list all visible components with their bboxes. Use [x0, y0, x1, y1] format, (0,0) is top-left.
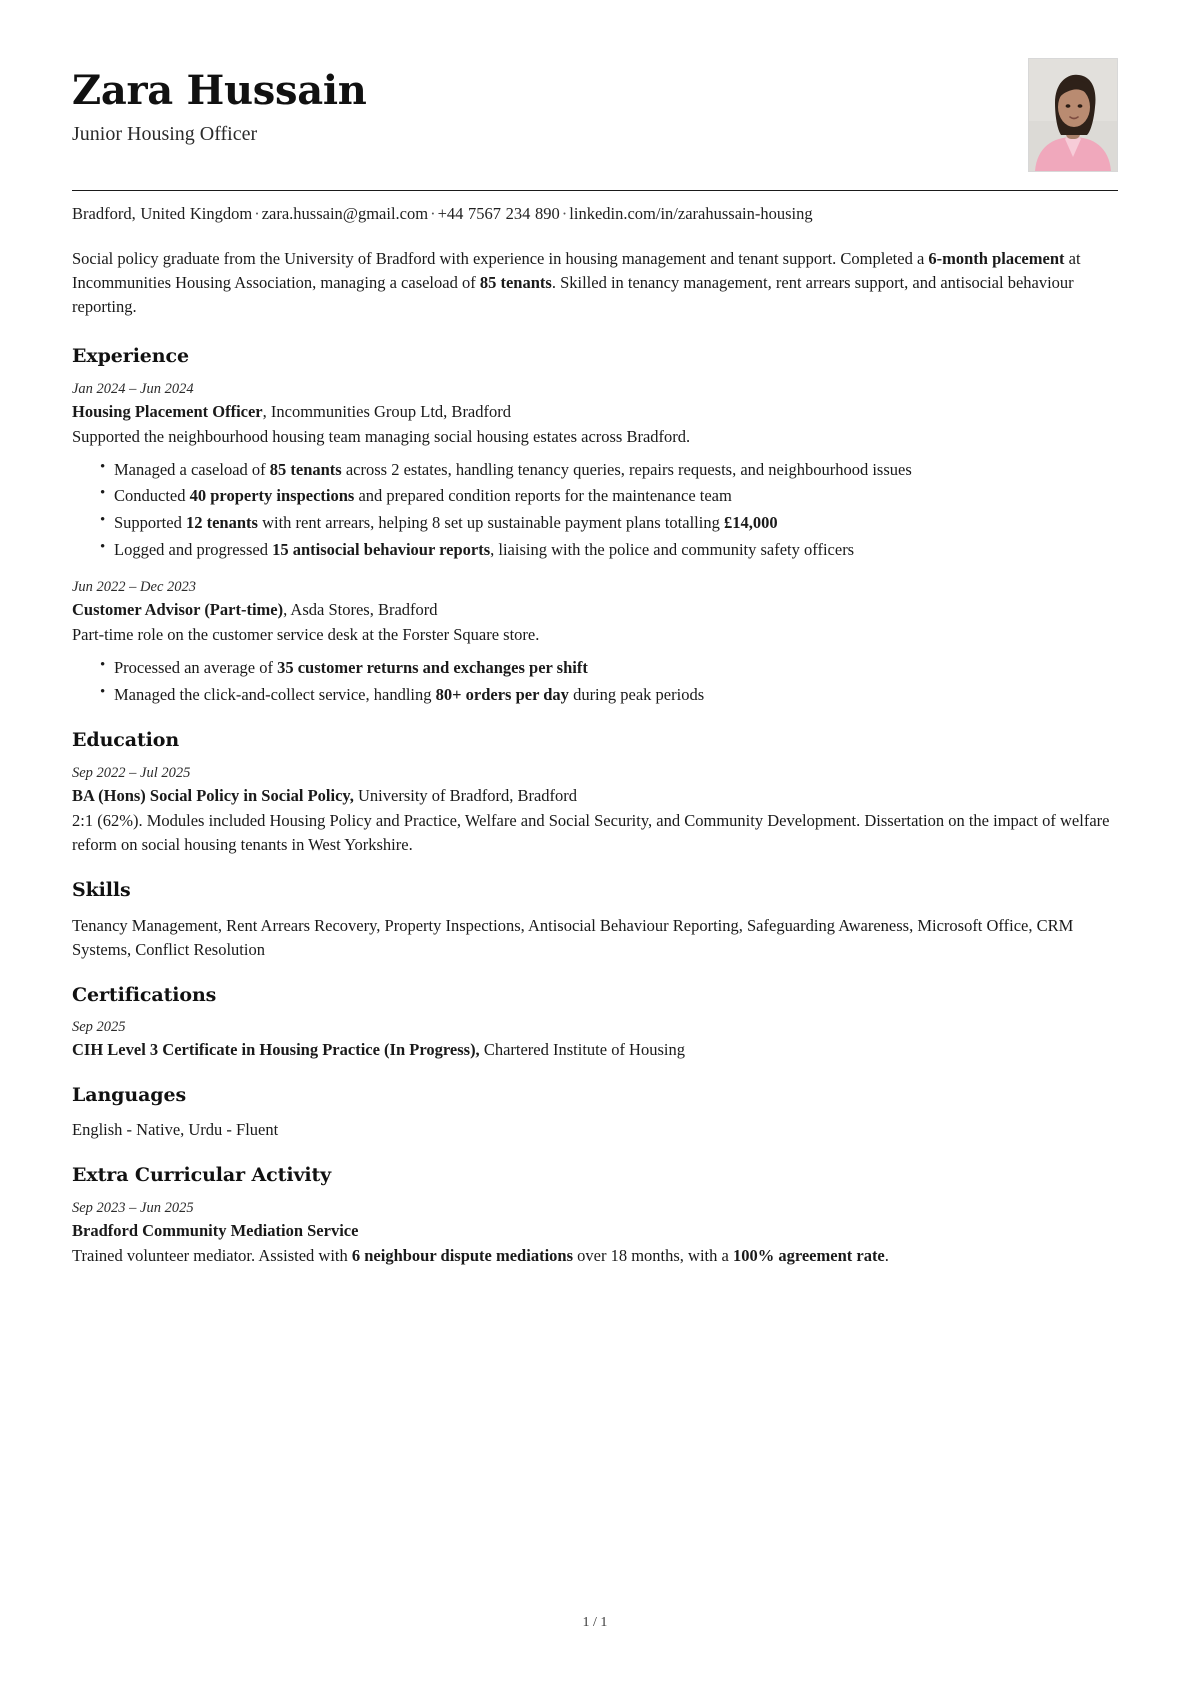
activity-highlight: 100% agreement rate [732, 1246, 885, 1266]
activity-text: Trained volunteer mediator. Assisted with [72, 1246, 352, 1266]
entry-heading [72, 785, 1118, 807]
activity-name: Bradford Community Mediation Service [72, 1220, 359, 1240]
bullet-highlight: 35 customer returns and exchanges per shift [277, 658, 588, 678]
entry-org: , Asda Stores, Bradford [283, 599, 438, 619]
contact-separator: · [254, 204, 260, 223]
list-item [100, 682, 1118, 708]
bullet-text: and prepared condition reports for the maintenance team [354, 486, 732, 506]
bullet-text: during peak periods [568, 684, 705, 704]
list-item [100, 483, 1118, 509]
contact-location: Bradford, United Kingdom [72, 204, 253, 223]
bullet-highlight: 85 tenants [269, 459, 342, 479]
entry-bullet-list [72, 655, 1118, 707]
bullet-highlight: 12 tenants [185, 512, 258, 532]
header-text-block [72, 58, 367, 146]
summary-text: at Incommunities Housing Association, managing a caseload of [72, 249, 1081, 293]
entry-org: , Incommunities Group Ltd, Bradford [262, 401, 511, 421]
entry-date: Jun 2022 – Dec 2023 [72, 579, 197, 596]
contact-separator: · [561, 204, 568, 223]
entry-heading [72, 1039, 1118, 1061]
section-extra-curricular [72, 1164, 1118, 1268]
list-item [100, 655, 1118, 681]
entry-description: Supported the neighbourhood housing team managing social housing estates across Bradford. [72, 426, 691, 446]
summary-text: Social policy graduate from the University of Bradford with experience in housing management and tenant support. Completed a [72, 249, 929, 269]
entry-date: Sep 2022 – Jul 2025 [72, 765, 191, 782]
entry-heading [72, 1220, 1118, 1242]
entry-date: Jan 2024 – Jun 2024 [72, 380, 194, 397]
entry-role: Housing Placement Officer [72, 401, 263, 421]
section-skills [72, 879, 1118, 962]
bullet-text: Processed an average of [114, 658, 278, 678]
entry-org: University of Bradford, Bradford [353, 785, 578, 805]
certification-entry [72, 1018, 1118, 1061]
section-title-skills: Skills [72, 879, 131, 902]
entry-org: Chartered Institute of Housing [479, 1040, 685, 1060]
section-title-extra-curricular: Extra Curricular Activity [72, 1164, 332, 1187]
list-item [100, 537, 1118, 563]
bullet-highlight: £14,000 [723, 512, 778, 532]
page-footer [0, 1615, 1190, 1631]
header-divider [72, 190, 1118, 191]
entry-bullet-list [72, 457, 1118, 562]
summary-highlight: 6-month placement [928, 249, 1065, 269]
professional-summary [72, 247, 1118, 319]
activity-text: . [884, 1246, 889, 1266]
list-item [100, 457, 1118, 483]
bullet-highlight: 15 antisocial behaviour reports [272, 539, 491, 559]
section-languages [72, 1084, 1118, 1143]
certification-name: CIH Level 3 Certificate in Housing Practice (In Progress), [72, 1040, 480, 1060]
section-title-experience: Experience [72, 345, 189, 368]
entry-description: 2:1 (62%). Modules included Housing Policy and Practice, Welfare and Social Security, and Community Development. Dissertation on the impact of welfare reform on social housing tenants in West Yorkshire. [72, 811, 1110, 855]
section-title-languages: Languages [72, 1083, 187, 1106]
activity-highlight: 6 neighbour dispute mediations [351, 1246, 573, 1266]
section-experience [72, 345, 1118, 707]
entry-heading [72, 401, 1118, 423]
summary-highlight: 85 tenants [479, 273, 552, 293]
bullet-text: Logged and progressed [114, 539, 273, 559]
bullet-highlight: 80+ orders per day [435, 684, 569, 704]
portrait-photo-icon [1029, 59, 1117, 171]
contact-line [72, 203, 1118, 225]
contact-phone[interactable]: +44 7567 234 890 [437, 204, 560, 223]
page-title: Zara Hussain [72, 67, 367, 114]
bullet-highlight: 40 property inspections [189, 486, 355, 506]
section-title-education: Education [72, 729, 180, 752]
extra-curricular-entry [72, 1199, 1118, 1268]
bullet-text: Managed a caseload of [114, 459, 270, 479]
section-title-certifications: Certifications [72, 983, 217, 1006]
bullet-text: , liaising with the police and community safety officers [490, 539, 855, 559]
contact-linkedin[interactable]: linkedin.com/in/zarahussain-housing [569, 204, 813, 223]
page-indicator: 1 / 1 [582, 1615, 608, 1630]
avatar [1028, 58, 1118, 172]
entry-date: Sep 2023 – Jun 2025 [72, 1200, 194, 1217]
experience-entry [72, 380, 1118, 562]
section-education [72, 729, 1118, 857]
bullet-text: across 2 estates, handling tenancy queries, repairs requests, and neighbourhood issues [341, 459, 912, 479]
job-title: Junior Housing Officer [72, 123, 258, 145]
bullet-text: Supported [114, 512, 186, 532]
entry-heading [72, 599, 1118, 621]
list-item [100, 510, 1118, 536]
activity-text: over 18 months, with a [573, 1246, 733, 1266]
entry-description: Part-time role on the customer service desk at the Forster Square store. [72, 625, 540, 645]
bullet-text: with rent arrears, helping 8 set up sustainable payment plans totalling [257, 512, 724, 532]
skills-list: Tenancy Management, Rent Arrears Recovery, Property Inspections, Antisocial Behaviour Reporting, Safeguarding Awareness, Microsoft Office, CRM Systems, Conflict Resolution [72, 915, 1074, 959]
languages-list: English - Native, Urdu - Fluent [72, 1120, 279, 1140]
entry-description [72, 1244, 1118, 1268]
entry-role: Customer Advisor (Part-time) [72, 599, 284, 619]
resume-header [72, 58, 1118, 172]
bullet-text: Managed the click-and-collect service, handling [114, 684, 436, 704]
summary-text: . Skilled in tenancy management, rent arrears support, and antisocial behaviour reporting. [72, 273, 1074, 317]
entry-degree: BA (Hons) Social Policy in Social Policy, [72, 785, 354, 805]
education-entry [72, 764, 1118, 857]
bullet-text: Conducted [114, 486, 190, 506]
contact-separator: · [430, 204, 436, 223]
contact-email[interactable]: zara.hussain@gmail.com [261, 204, 429, 223]
experience-entry [72, 578, 1118, 707]
section-certifications [72, 984, 1118, 1062]
entry-date: Sep 2025 [72, 1019, 126, 1036]
